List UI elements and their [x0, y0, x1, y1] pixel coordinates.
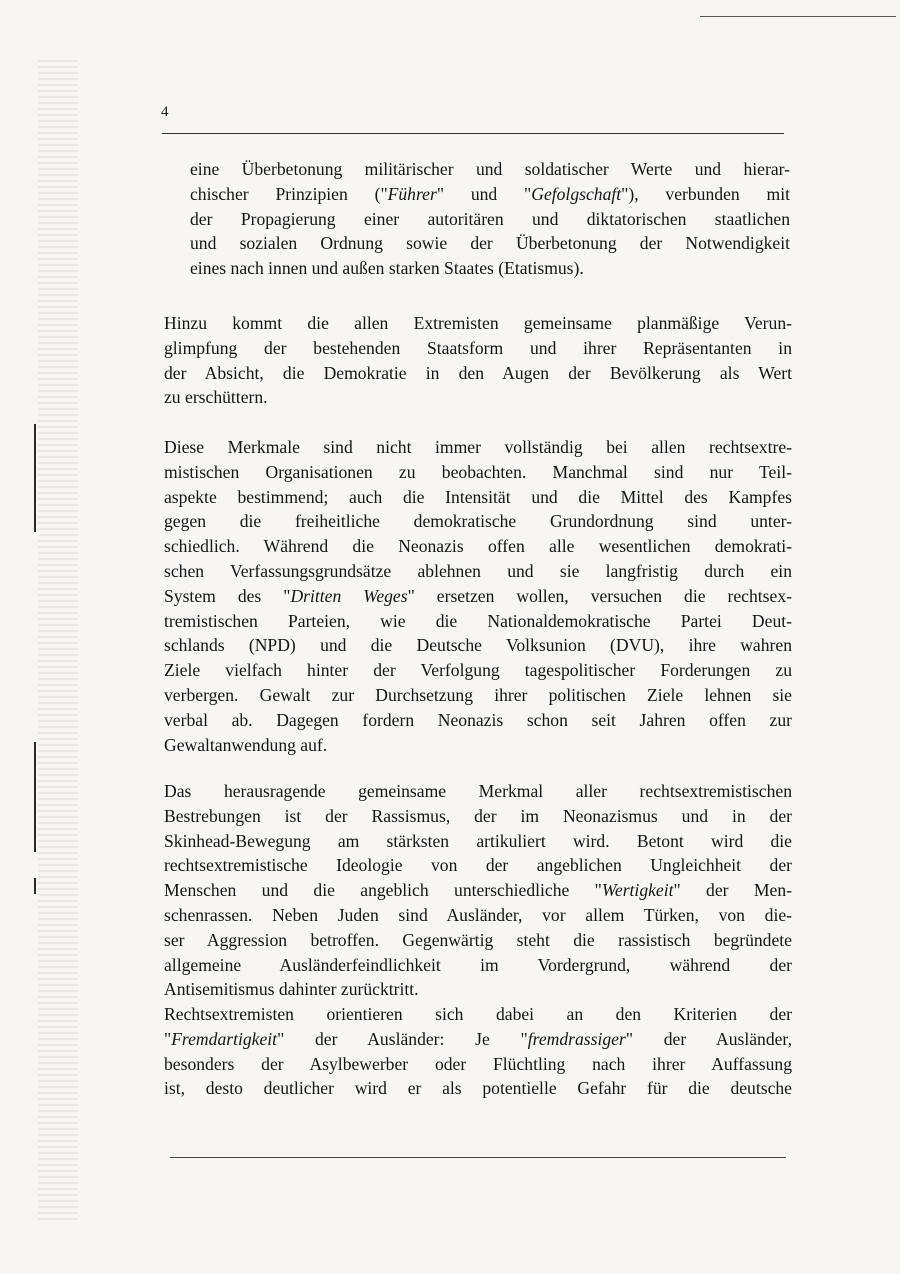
text-line: der Propagierung einer autoritären und diktatorischen staatlichen — [190, 208, 790, 229]
emphasis: Fremdartigkeit — [171, 1028, 278, 1049]
text-line: Das herausragende gemeinsame Merkmal aller rechtsextremistischen — [164, 781, 792, 801]
quote-block — [190, 157, 790, 281]
emphasis: Führer — [387, 183, 437, 204]
text-line: tremistischen Parteien, wie die Nationaldemokratische Partei Deut- — [164, 610, 792, 631]
paragraph-2 — [164, 435, 792, 757]
emphasis: Gefolgschaft — [531, 183, 622, 204]
emphasis: fremdrassiger — [527, 1028, 626, 1049]
text-line: gegen die freiheitliche demokratische Grundordnung sind unter- — [164, 511, 792, 532]
text-line: schenrassen. Neben Juden sind Ausländer, vor allem Türken, von die- — [164, 904, 792, 925]
scan-mark — [34, 810, 36, 852]
scan-edge-artifact — [38, 60, 78, 1220]
emphasis: Wertigkeit — [601, 880, 674, 901]
scan-mark — [34, 424, 36, 532]
text-line: mistischen Organisationen zu beobachten. Manchmal sind nur Teil- — [164, 461, 792, 482]
text-line: verbal ab. Dagegen fordern Neonazis schon seit Jahren offen zur — [164, 709, 792, 730]
text-line: System des "Dritten Weges" ersetzen wollen, versuchen die rechtsex- — [164, 585, 792, 606]
text-line: Gewaltanwendung auf. — [164, 734, 328, 755]
text-line: besonders der Asylbewerber oder Flüchtling nach ihrer Auffassung — [164, 1053, 792, 1074]
text-line: eine Überbetonung militärischer und soldatischer Werte und hierar- — [190, 159, 790, 179]
text-line: schen Verfassungsgrundsätze ablehnen und sie langfristig durch ein — [164, 560, 792, 581]
text-line: Diese Merkmale sind nicht immer vollständig bei allen rechtsextre- — [164, 437, 792, 457]
text-line: schiedlich. Während die Neonazis offen alle wesentlichen demokrati- — [164, 536, 792, 557]
footer-rule — [170, 1157, 786, 1158]
emphasis: Dritten Weges — [290, 585, 408, 606]
text-line: Hinzu kommt die allen Extremisten gemeinsame planmäßige Verun- — [164, 313, 792, 333]
text-line: chischer Prinzipien ("Führer" und "Gefolgschaft"), verbunden mit — [190, 183, 790, 204]
text-line: Rechtsextremisten orientieren sich dabei an den Kriterien der — [164, 1004, 792, 1024]
text-line: Bestrebungen ist der Rassismus, der im Neonazismus und in der — [164, 805, 792, 826]
text-line: aspekte bestimmend; auch die Intensität und die Mittel des Kampfes — [164, 486, 792, 507]
text-line: allgemeine Ausländerfeindlichkeit im Vordergrund, während der — [164, 954, 792, 975]
text-line: verbergen. Gewalt zur Durchsetzung ihrer politischen Ziele lehnen sie — [164, 684, 792, 705]
paragraph-3 — [164, 779, 792, 1002]
text-line: ser Aggression betroffen. Gegenwärtig steht die rassistisch begründete — [164, 929, 792, 950]
text-line: Menschen und die angeblich unterschiedliche "Wertigkeit" der Men- — [164, 880, 792, 901]
text-line: glimpfung der bestehenden Staatsform und ihrer Repräsentanten in — [164, 337, 792, 358]
text-line: Skinhead-Bewegung am stärksten artikuliert wird. Betont wird die — [164, 830, 792, 851]
scan-mark — [34, 878, 36, 894]
scan-mark — [34, 742, 36, 810]
top-right-rule — [700, 16, 896, 17]
text-line: schlands (NPD) und die Deutsche Volksunion (DVU), ihre wahren — [164, 635, 792, 656]
text-line: Ziele vielfach hinter der Verfolgung tagespolitischer Forderungen zu — [164, 660, 792, 681]
page-number: 4 — [161, 104, 169, 120]
text-line: Antisemitismus dahinter zurücktritt. — [164, 979, 419, 1000]
text-line: "Fremdartigkeit" der Ausländer: Je "fremdrassiger" der Ausländer, — [164, 1028, 792, 1049]
text-line: rechtsextremistische Ideologie von der angeblichen Ungleichheit der — [164, 855, 792, 876]
text-line: eines nach innen und außen starken Staates (Etatismus). — [190, 258, 584, 279]
text-line: zu erschüttern. — [164, 387, 268, 408]
text-line: und sozialen Ordnung sowie der Überbetonung der Notwendigkeit — [190, 233, 790, 254]
paragraph-1 — [164, 311, 792, 410]
header-rule — [162, 133, 784, 134]
paragraph-4 — [164, 1002, 792, 1101]
text-line: ist, desto deutlicher wird er als potentielle Gefahr für die deutsche — [164, 1078, 792, 1099]
text-line: der Absicht, die Demokratie in den Augen der Bevölkerung als Wert — [164, 362, 792, 383]
